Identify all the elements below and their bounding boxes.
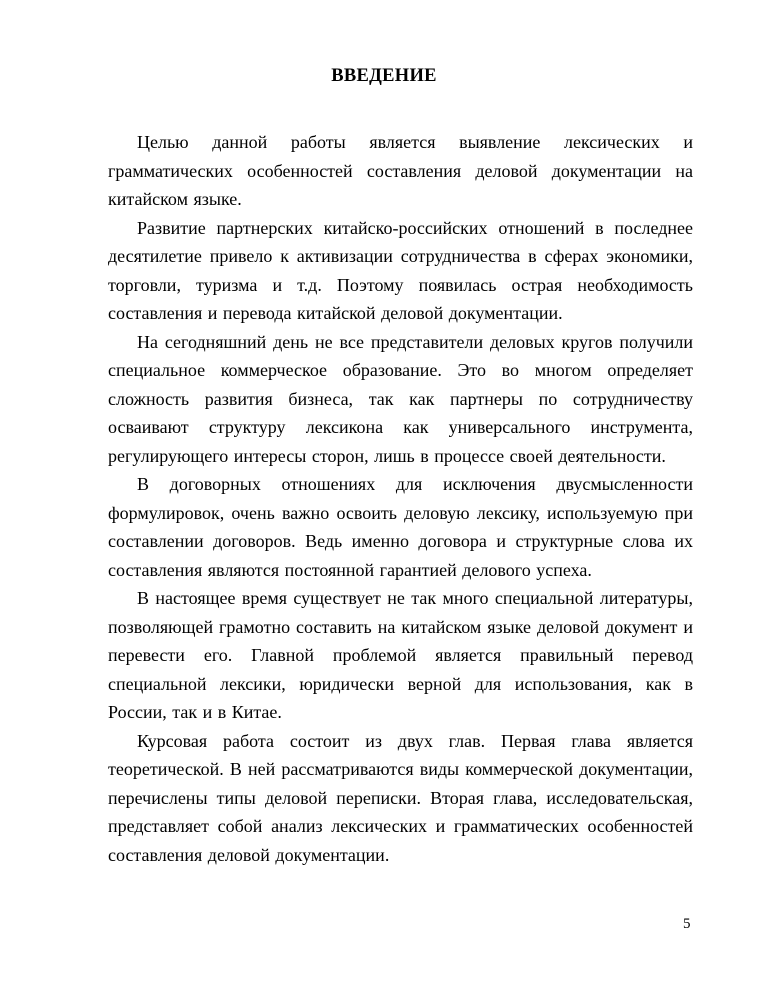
- page-title: ВВЕДЕНИЕ: [331, 66, 437, 86]
- paragraph-education: На сегодняшний день не все представители деловых кругов получили специальное коммерческое образование. Это во многом определяет сложность развития бизнеса, так как партнеры по сотрудничеству осваивают структуру лексикона как универсального инструмента, регулирующего интересы сторон, лишь в процессе своей деятельности.: [108, 331, 693, 466]
- page-number: 5: [683, 916, 691, 932]
- paragraph-structure: Курсовая работа состоит из двух глав. Первая глава является теоретической. В ней рассматриваются виды коммерческой документации, перечислены типы деловой переписки. Вторая глава, исследовательская, представляет собой анализ лексических и грамматических особенностей составления деловой документации.: [108, 730, 693, 865]
- paragraph-purpose: Целью данной работы является выявление лексических и грамматических особенностей составления деловой документации на китайском языке.: [108, 132, 693, 209]
- paragraph-relations: Развитие партнерских китайско-российских отношений в последнее десятилетие привело к активизации сотрудничества в сферах экономики, торговли, туризма и т.д. Поэтому появилась острая необходимость составления и перевода китайской деловой документации.: [108, 217, 693, 323]
- paragraph-contracts: В договорных отношениях для исключения двусмысленности формулировок, очень важно освоить деловую лексику, используемую при составлении договоров. Ведь именно договора и структурные слова их составления являются постоянной гарантией делового успеха.: [108, 474, 693, 580]
- paragraph-literature: В настоящее время существует не так много специальной литературы, позволяющей грамотно составить на китайском языке деловой документ и перевести его. Главной проблемой является правильный перевод специальной лексики, юридически верной для использования, как в России, так и в Китае.: [108, 588, 693, 722]
- document-body: [108, 128, 693, 869]
